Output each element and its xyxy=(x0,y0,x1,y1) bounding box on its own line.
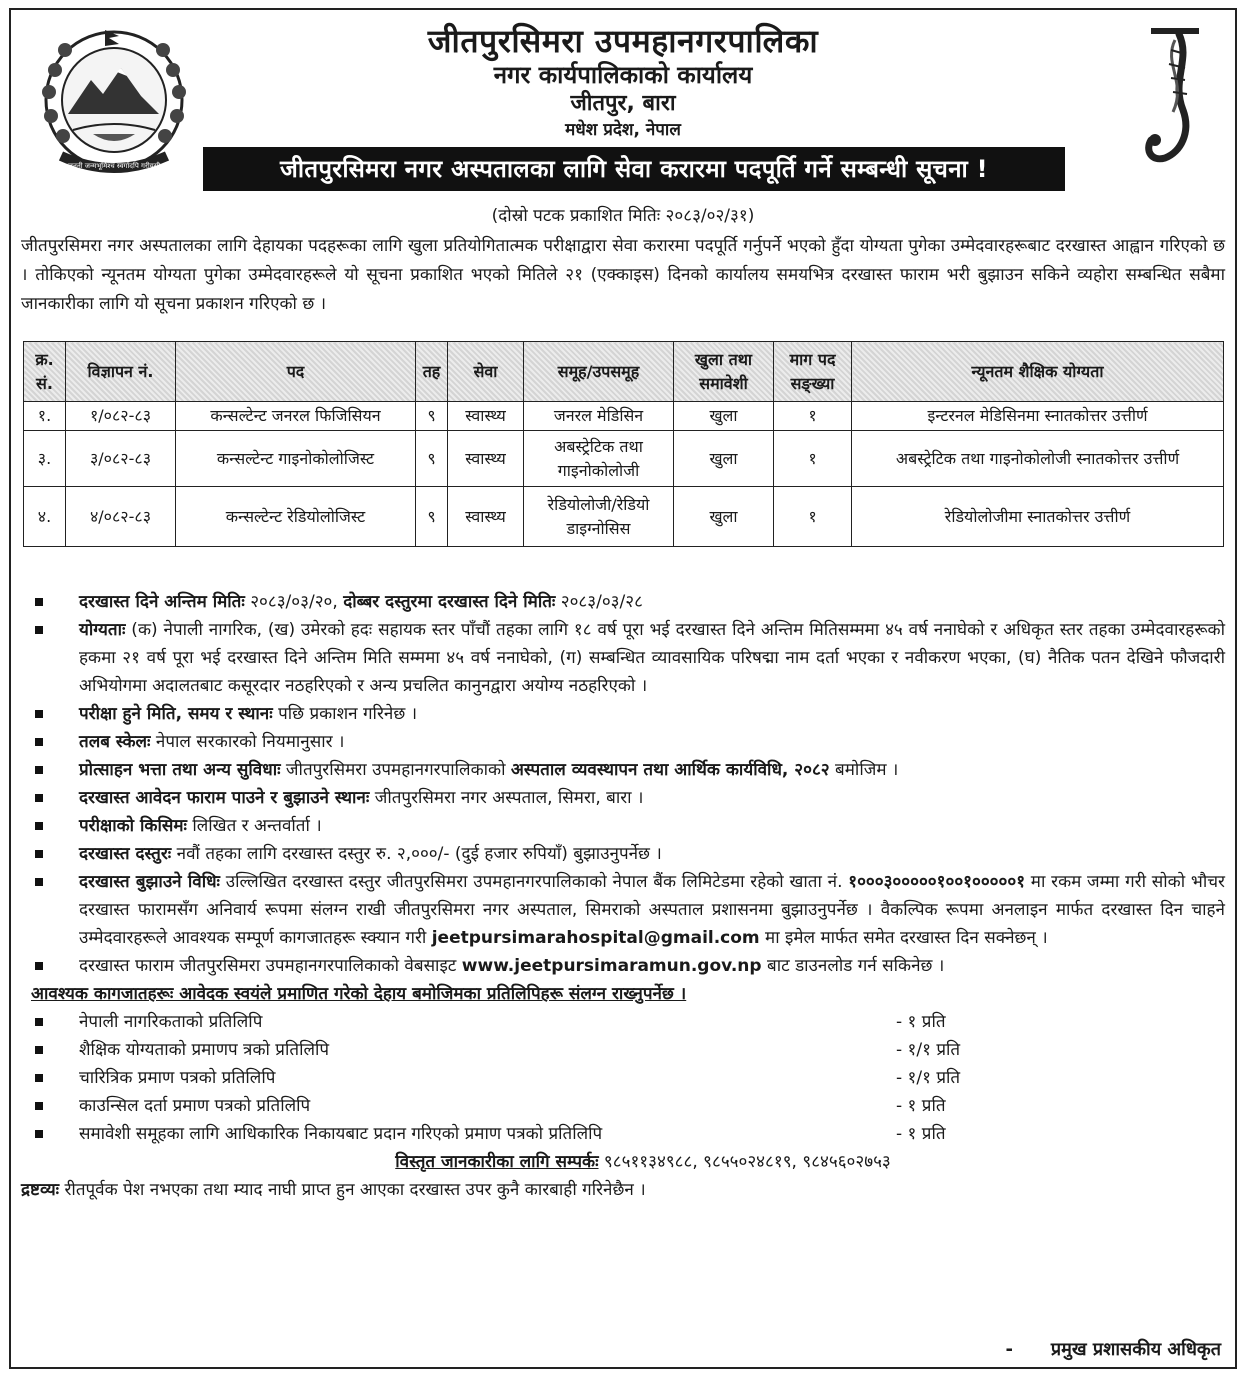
table-cell: अबस्ट्रेटिक तथा गाइनोकोलोजी स्नातकोत्तर उत्तीर्ण xyxy=(852,431,1224,487)
table-cell: कन्सल्टेन्ट रेडियोलोजिस्ट xyxy=(176,487,416,547)
table-cell: ४/०८२-८३ xyxy=(66,487,176,547)
hospital-email-link[interactable]: jeetpursimarahospital@gmail.com xyxy=(431,928,760,948)
col-header: तह xyxy=(416,342,448,402)
col-header: समूह/उपसमूह xyxy=(524,342,674,402)
table-cell: ९ xyxy=(416,487,448,547)
letterhead xyxy=(11,22,1235,142)
document-item xyxy=(21,1008,1225,1036)
signature-dash: - xyxy=(1005,1339,1013,1360)
table-cell: कन्सल्टेन्ट गाइनोकोलोजिस्ट xyxy=(176,431,416,487)
list-item xyxy=(21,868,1225,952)
item-text: २०८३/०३/२८ xyxy=(555,592,643,612)
document-qty: - १/१ प्रति xyxy=(896,1068,961,1088)
col-header: खुला तथा समावेशी xyxy=(674,342,774,402)
contact-line xyxy=(21,1148,1225,1176)
table-cell: इन्टरनल मेडिसिनमा स्नातकोत्तर उत्तीर्ण xyxy=(852,402,1224,431)
item-text: लिखित र अन्तर्वार्ता । xyxy=(186,816,322,836)
list-item xyxy=(21,588,1225,616)
table-cell: खुला xyxy=(674,431,774,487)
item-text: बमोजिम । xyxy=(829,760,899,780)
org-name: जीतपुरसिमरा उपमहानगरपालिका xyxy=(427,22,819,60)
document-name: शैक्षिक योग्यताको प्रमाणप त्रको प्रतिलिपि xyxy=(79,1040,330,1060)
website-link[interactable]: www.jeetpursimaramun.gov.np xyxy=(461,956,762,976)
table-cell: जनरल मेडिसिन xyxy=(524,402,674,431)
table-cell: खुला xyxy=(674,487,774,547)
vacancy-table xyxy=(23,341,1224,547)
list-item xyxy=(21,616,1225,700)
table-cell: १/०८२-८३ xyxy=(66,402,176,431)
document-name: काउन्सिल दर्ता प्रमाण पत्रको प्रतिलिपि xyxy=(79,1096,311,1116)
contact-label: विस्तृत जानकारीका लागि सम्पर्कः xyxy=(395,1152,599,1172)
notice-details xyxy=(21,588,1225,1204)
item-label: दरखास्त दस्तुरः xyxy=(79,844,172,864)
item-label: दोब्बर दस्तुरमा दरखास्त दिने मितिः xyxy=(343,592,556,612)
table-cell: ९ xyxy=(416,431,448,487)
table-row xyxy=(24,431,1224,487)
col-header: सेवा xyxy=(448,342,524,402)
item-label: दरखास्त आवेदन फाराम पाउने र बुझाउने स्थानः xyxy=(79,788,370,808)
document-name: समावेशी समूहका लागि आधिकारिक निकायबाट प्रदान गरिएको प्रमाण पत्रको प्रतिलिपि xyxy=(79,1124,603,1144)
table-cell: १. xyxy=(24,402,66,431)
table-cell: ३. xyxy=(24,431,66,487)
document-qty: - १ प्रति xyxy=(896,1124,946,1144)
document-item xyxy=(21,1092,1225,1120)
list-item xyxy=(21,728,1225,756)
item-text: जीतपुरसिमरा नगर अस्पताल, सिमरा, बारा । xyxy=(369,788,644,808)
document-item xyxy=(21,1064,1225,1092)
item-label: तलब स्केलः xyxy=(79,732,151,752)
table-cell: कन्सल्टेन्ट जनरल फिजिसियन xyxy=(176,402,416,431)
notice-page xyxy=(9,8,1237,1369)
list-item xyxy=(21,952,1225,980)
documents-heading: आवश्यक कागजातहरूः आवेदक स्वयंले प्रमाणित गरेको देहाय बमोजिमका प्रतिलिपिहरू संलग्न राख्नुपर्नेछ । xyxy=(31,984,687,1004)
document-item xyxy=(21,1120,1225,1148)
table-header-row xyxy=(24,342,1224,402)
document-name: नेपाली नागरिकताको प्रतिलिपि xyxy=(79,1012,263,1032)
emblem-caption: जननी जन्मभूमिश्च स्वर्गादपि गरीयसी xyxy=(67,162,161,170)
col-header: विज्ञापन नं. xyxy=(66,342,176,402)
table-cell: ४. xyxy=(24,487,66,547)
item-label: दरखास्त दिने अन्तिम मितिः xyxy=(79,592,245,612)
item-text: उल्लिखित दरखास्त दस्तुर जीतपुरसिमरा उपमहानगरपालिकाको नेपाल बैंक लिमिटेडमा रहेको खाता नं. xyxy=(220,872,849,892)
item-text: मा रकम जम्मा गरी सोको भौचर दरखास्त फारामसँग अनिवार्य रूपमा संलग्न राखी जीतपुरसिमरा नगर अस्पताल, सिमराको अस्पताल प्रशासनमा बुझाउनुपर्नेछ । वैकल्पिक रूपमा अनलाइन मार्फत दरखास्त दिन चाहने उम्मेदवारहरूले आवश्यक सम्पूर्ण कागजातहरू स्क्यान गरी xyxy=(79,872,1225,948)
table-row xyxy=(24,402,1224,431)
item-text: दरखास्त फाराम जीतपुरसिमरा उपमहानगरपालिकाको वेबसाइट xyxy=(79,956,462,976)
item-label: परीक्षा हुने मिति, समय र स्थानः xyxy=(79,704,273,724)
table-cell: खुला xyxy=(674,402,774,431)
publish-date: (दोस्रो पटक प्रकाशित मितिः २०८३/०२/३१) xyxy=(491,206,755,226)
note-line xyxy=(21,1176,1225,1204)
item-label: परीक्षाको किसिमः xyxy=(79,816,187,836)
list-item xyxy=(21,840,1225,868)
signature-block xyxy=(1005,1337,1221,1361)
col-header: न्यूनतम शैक्षिक योग्यता xyxy=(852,342,1224,402)
document-qty: - १/१ प्रति xyxy=(896,1040,961,1060)
table-row xyxy=(24,487,1224,547)
item-text: पछि प्रकाशन गरिनेछ । xyxy=(272,704,418,724)
item-text: मा इमेल मार्फत समेत दरखास्त दिन सक्नेछन् । xyxy=(759,928,1048,948)
notice-title: जीतपुरसिमरा नगर अस्पतालका लागि सेवा करारमा पदपूर्ति गर्ने सम्बन्धी सूचना ! xyxy=(203,147,1065,191)
table-cell: ९ xyxy=(416,402,448,431)
province: मधेश प्रदेश, नेपाल xyxy=(565,120,681,140)
item-label: दरखास्त बुझाउने विधिः xyxy=(79,872,220,892)
document-qty: - १ प्रति xyxy=(896,1096,946,1116)
office-name: नगर कार्यपालिकाको कार्यालय xyxy=(493,61,753,89)
contact-numbers: ९८५११३४९८८, ९८५५०२४८१९, ९८४५६०२७५३ xyxy=(598,1152,891,1172)
table-cell: स्वास्थ्य xyxy=(448,402,524,431)
table-cell: १ xyxy=(774,431,852,487)
table-cell: स्वास्थ्य xyxy=(448,431,524,487)
col-header: माग पद सङ्ख्या xyxy=(774,342,852,402)
note-label: द्रष्टव्यः xyxy=(21,1180,60,1200)
document-item xyxy=(21,1036,1225,1064)
table-cell: स्वास्थ्य xyxy=(448,487,524,547)
list-item xyxy=(21,756,1225,784)
list-item xyxy=(21,700,1225,728)
item-text: नवौं तहका लागि दरखास्त दस्तुर रु. २,०००/- (दुई हजार रुपियाँ) बुझाउनुपर्नेछ । xyxy=(171,844,662,864)
item-text: नेपाल सरकारको नियमानुसार । xyxy=(150,732,345,752)
note-text: रीतपूर्वक पेश नभएका तथा म्याद नाघी प्राप्त हुन आएका दरखास्त उपर कुनै कारबाही गरिनेछैन । xyxy=(59,1180,646,1200)
table-cell: १ xyxy=(774,487,852,547)
table-cell: रेडियोलोजीमा स्नातकोत्तर उत्तीर्ण xyxy=(852,487,1224,547)
item-label: योग्यताः xyxy=(79,620,126,640)
item-text: (क) नेपाली नागरिक, (ख) उमेरको हदः सहायक स्तर पाँचौं तहका लागि १८ वर्ष पूरा भई दरखास्त दिने अन्तिम मितिसम्ममा ४५ वर्ष ननाघेको र अधिकृत स्तर तहका उम्मेदवारहरूको हकमा २१ वर्ष पूरा भई दरखास्त दिने अन्तिम मिति सम्ममा ४५ वर्ष ननाघेको, (ग) सम्बन्धित व्यावसायिक परिषद्मा नाम दर्ता भएका र नवीकरण भएका, (घ) नैतिक पतन देखिने फौजदारी अभियोगमा अदालतबाट कसूरदार नठहरिएको र अन्य प्रचलित कानुनद्वारा अयोग्य नठहरिएको । xyxy=(79,620,1225,696)
table-cell: रेडियोलोजी/रेडियो डाइग्नोसिस xyxy=(524,487,674,547)
table-cell: १ xyxy=(774,402,852,431)
intro-paragraph: जीतपुरसिमरा नगर अस्पतालका लागि देहायका पदहरूका लागि खुला प्रतियोगितात्मक परीक्षाद्वारा सेवा करारमा पदपूर्ति गर्नुपर्ने भएको हुँदा योग्यता पुगेका उम्मेदवारहरूबाट दरखास्त आह्वान गरिएको छ । तोकिएको न्यूनतम योग्यता पुगेका उम्मेदवारहरूले यो सूचना प्रकाशित भएको मितिले २१ (एक्काइस) दिनको कार्यालय समयभित्र दरखास्त फाराम भरी बुझाउन सकिने व्यहोरा सम्बन्धित सबैमा जानकारीका लागि यो सूचना प्रकाशन गरिएको छ । xyxy=(21,236,1225,314)
table-cell: अबस्ट्रेटिक तथा गाइनोकोलोजी xyxy=(524,431,674,487)
item-label: प्रोत्साहन भत्ता तथा अन्य सुविधाः xyxy=(79,760,281,780)
table-cell: ३/०८२-८३ xyxy=(66,431,176,487)
document-qty: - १ प्रति xyxy=(896,1012,946,1032)
item-label: अस्पताल व्यवस्थापन तथा आर्थिक कार्यविधि, २०८२ xyxy=(510,760,830,780)
list-item xyxy=(21,812,1225,840)
list-item xyxy=(21,784,1225,812)
item-text: बाट डाउनलोड गर्न सकिनेछ । xyxy=(761,956,945,976)
document-name: चारित्रिक प्रमाण पत्रको प्रतिलिपि xyxy=(79,1068,276,1088)
signatory-title: प्रमुख प्रशासकीय अधिकृत xyxy=(1050,1339,1221,1360)
account-number: १०००३०००००१००१०००००१ xyxy=(848,872,1026,892)
office-location: जीतपुर, बारा xyxy=(570,91,676,116)
col-header: पद xyxy=(176,342,416,402)
item-text: जीतपुरसिमरा उपमहानगरपालिकाको xyxy=(280,760,511,780)
col-header: क्र. सं. xyxy=(24,342,66,402)
item-text: २०८३/०३/२०, xyxy=(244,592,344,612)
